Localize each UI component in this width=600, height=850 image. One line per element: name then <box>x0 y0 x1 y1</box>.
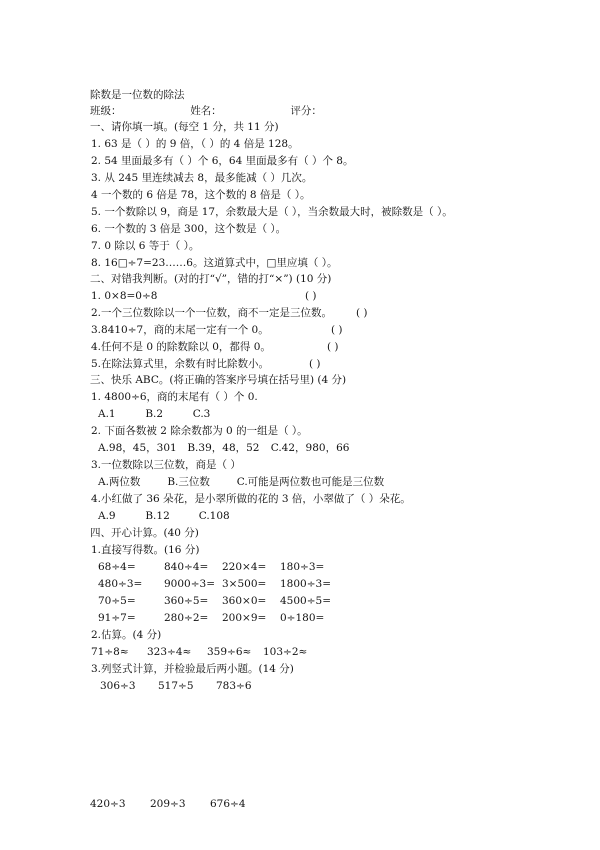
sec1-item-3: 3. 从 245 里连续减去 8，最多能减（ ）几次。 <box>91 172 313 184</box>
header-row <box>90 104 322 118</box>
sec2-item-5 <box>91 357 321 371</box>
sec3-q2-options <box>98 441 349 455</box>
calc-item: 480÷3= <box>98 578 143 590</box>
sec3-q2: 2. 下面各数被 2 除余数都为 0 的一组是（ ）。 <box>91 425 308 437</box>
sec2-item-3-answer-blank: ( ) <box>331 324 343 336</box>
estimate-item: 359÷6≈ <box>207 646 252 658</box>
sec3-q2-option-b: B.39，48，52 <box>187 442 260 454</box>
sec2-item-3-text: 3.8410÷7，商的末尾一定有一个 0。 <box>91 324 269 336</box>
sec3-q1: 1. 4800÷6，商的末尾有（ ）个 0. <box>91 391 258 403</box>
sec3-q3-option-c: C.可能是两位数也可能是三位数 <box>236 476 385 488</box>
calc-item: 200×9= <box>222 612 267 624</box>
class-label: 班级： <box>90 105 122 117</box>
sec1-item-4: 4 一个数的 6 倍是 78，这个数的 8 倍是（ ）。 <box>91 189 311 201</box>
calc-item: 360÷5= <box>164 595 209 607</box>
calc-item: 180÷3= <box>280 561 325 573</box>
estimate-item: 323÷4≈ <box>147 646 192 658</box>
vertical-calc-item: 676÷4 <box>210 798 246 810</box>
sec2-item-3 <box>91 323 343 337</box>
sec3-q3-option-a: A.两位数 <box>98 476 141 488</box>
calc-item: 68÷4= <box>98 561 136 573</box>
sec3-q3: 3.一位数除以三位数，商是（ ） <box>91 459 241 471</box>
sec2-item-4-text: 4.任何不是 0 的除数除以 0，都得 0。 <box>91 341 271 353</box>
sec3-q4-options <box>98 509 230 523</box>
sec1-item-1: 1. 63 是（ ）的 9 倍，（ ）的 4 倍是 128。 <box>91 138 299 150</box>
score-label: 评分： <box>290 105 322 117</box>
sec2-item-1-answer-blank: ( ) <box>305 290 317 302</box>
vertical-calc-row-2 <box>90 797 246 811</box>
sec2-item-2-text: 2.一个三位数除以一个一位数，商不一定是三位数。 <box>91 307 333 319</box>
vertical-calc-item: 517÷5 <box>158 680 194 692</box>
sec3-q3-options <box>98 475 384 489</box>
sec2-item-1 <box>91 289 317 303</box>
sec1-item-7: 7. 0 除以 6 等于（ ）。 <box>91 240 200 252</box>
sec3-q2-option-a: A.98，45，301 <box>98 442 177 454</box>
sec1-item-8: 8. 16□÷7=23……6。这道算式中，□里应填（ ）。 <box>91 257 338 269</box>
vertical-calc-item: 783÷6 <box>216 680 252 692</box>
calc-item: 3×500= <box>222 578 267 590</box>
vertical-calc-item: 209÷3 <box>150 798 186 810</box>
sec1-item-5: 5. 一个数除以 9，商是 17，余数最大是（ ），当余数最大时，被除数是（ ）。 <box>91 206 453 218</box>
calc-item: 280÷2= <box>164 612 209 624</box>
sec3-q4-option-a: A.9 <box>98 510 116 522</box>
calc-row-3 <box>98 594 331 608</box>
calc-item: 4500÷5= <box>280 595 331 607</box>
sec3-q1-options <box>98 407 210 421</box>
sec3-q1-option-b: B.2 <box>145 408 164 420</box>
section1-heading: 一、请你填一填。(每空 1 分，共 11 分) <box>90 121 279 133</box>
calc-item: 9000÷3= <box>164 578 215 590</box>
sec3-q4-option-c: C.108 <box>198 510 230 522</box>
estimate-row <box>91 645 307 659</box>
sec1-item-2: 2. 54 里面最多有（ ）个 6，64 里面最多有（ ）个 8。 <box>91 155 354 167</box>
estimate-item: 103÷2≈ <box>263 646 308 658</box>
name-label: 姓名： <box>190 105 222 117</box>
calc-row-4 <box>98 611 324 625</box>
sec2-item-5-text: 5.在除法算式里，余数有时比除数小。 <box>91 358 270 370</box>
sec2-item-1-text: 1. 0×8=0÷8 <box>91 290 158 302</box>
sec2-item-2-answer-blank: ( ) <box>356 307 368 319</box>
calc-item: 1800÷3= <box>280 578 331 590</box>
estimate-item: 71÷8≈ <box>91 646 129 658</box>
sec3-q4: 4.小红做了 36 朵花，是小翠所做的花的 3 倍，小翠做了（ ）朵花。 <box>91 493 411 505</box>
sec3-q4-option-b: B.12 <box>145 510 170 522</box>
sec1-item-6: 6. 一个数的 3 倍是 300，这个数是（ ）。 <box>91 223 287 235</box>
vertical-calc-row-1 <box>100 679 252 693</box>
sec2-item-5-answer-blank: ( ) <box>309 358 321 370</box>
section3-heading: 三、快乐 ABC。(将正确的答案序号填在括号里) (4 分) <box>90 374 347 386</box>
calc-item: 220×4= <box>222 561 267 573</box>
worksheet-title: 除数是一位数的除法 <box>90 89 185 101</box>
section2-heading: 二、对错我判断。(对的打“√”，错的打“×”) (10 分) <box>90 273 332 285</box>
sec4-sub3-heading: 3.列竖式计算，并检验最后两小题。(14 分) <box>91 663 294 675</box>
calc-item: 91÷7= <box>98 612 136 624</box>
calc-row-2 <box>98 577 331 591</box>
calc-row-1 <box>98 560 324 574</box>
sec3-q3-option-b: B.三位数 <box>167 476 210 488</box>
vertical-calc-item: 306÷3 <box>100 680 136 692</box>
section4-heading: 四、开心计算。(40 分) <box>90 527 199 539</box>
sec3-q1-option-c: C.3 <box>192 408 211 420</box>
sec3-q2-option-c: C.42，980，66 <box>270 442 350 454</box>
sec4-sub1-heading: 1.直接写得数。(16 分) <box>91 544 200 556</box>
sec4-sub2-heading: 2.估算。(4 分) <box>91 629 162 641</box>
sec2-item-4 <box>91 340 339 354</box>
calc-item: 840÷4= <box>164 561 209 573</box>
sec2-item-2 <box>91 306 368 320</box>
calc-item: 70÷5= <box>98 595 136 607</box>
sec3-q1-option-a: A.1 <box>98 408 116 420</box>
sec2-item-4-answer-blank: ( ) <box>327 341 339 353</box>
vertical-calc-item: 420÷3 <box>90 798 126 810</box>
calc-item: 0÷180= <box>280 612 325 624</box>
calc-item: 360×0= <box>222 595 267 607</box>
